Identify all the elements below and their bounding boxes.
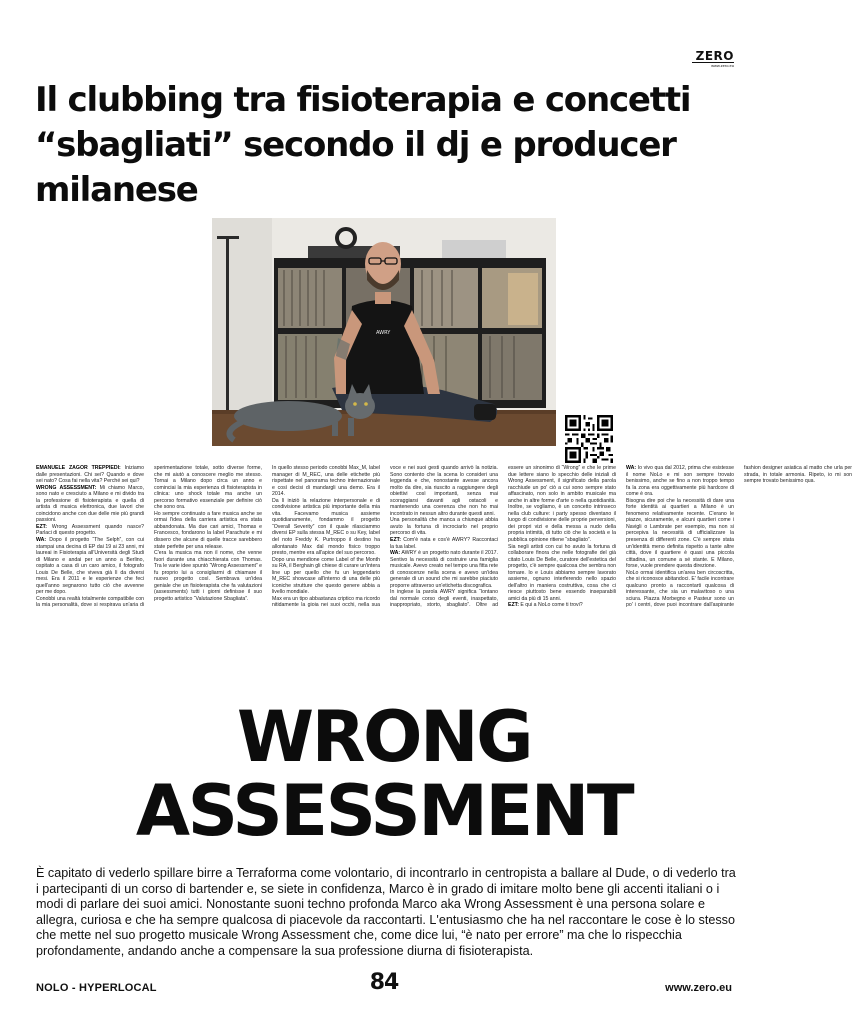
article-paragraph [390,550,498,589]
paragraph-text: Dopo il progetto “The Selph”, con cui stampai una decina di EP dai 19 ai 23 anni, mi laureai in Fisioterapia all'Università degli Studi di Milano e andai per un anno a Berlino, ospitato a casa di un caro amico, il fotografo Louis De Belle, che viveva già lì da diversi mesi. Era il 2011 e le esperienze che feci quell'anno segnarono tutto ciò che avvenne per me dopo. [36,537,144,596]
article-paragraph: Sia negli artisti con cui ho avuto la fortuna di collaborare finora che nelle fotografie del già citato Louis De Belle, curatore dell'estetica del progetto, c'è sempre qualcosa che sembra non tornare. Io e Louis abbiamo sempre lavorato assieme, ognuno interferendo nello spazio dell'altro in maniera costruttiva, cosa che ci riesce piuttosto bene essendo inseparabili amici da più di 15 anni. [508,543,616,602]
article-body [36,465,852,615]
page-number: 84 [369,970,399,995]
paragraph-text: Wrong Assessment quando nasce? Parlaci di questo progetto. [36,523,144,537]
logo-url: www.zero.eu [711,63,734,68]
speaker-label: WRONG ASSESSMENT: [36,484,97,491]
article-paragraph: C'era la musica ma non il nome, che venne fuori durante una chiacchierata con Thomas. Tra le varie idee spuntò “Wrong Assessment” e fu proprio lui a consigliarmi di chiamare il nuovo progetto così. Sembrava un'idea geniale che un fisioterapista che fa valutazioni (assessments) tutti i giorni definisse il suo progetto artistico “Valutazione Sbagliata”. [154,550,262,602]
logo-wordmark: ZERO [692,50,734,63]
article-paragraph [508,602,616,609]
intro-paragraph: È capitato di vederlo spillare birre a Terraforma come volontario, di incontrarlo in centropista a ballare al Dude, o di vederlo tra i partecipanti di un corso di bartender e, se siete in confidenza, Marco è in grado di imitare molto bene gli accenti italiani o i modi di parlare dei suoi amici. Nonostante suoni techno profonda Marco aka Wrong Assessment è una persona solare e allegra, curiosa e che ha sempre qualcosa di piacevole da raccontarti. L'entusiasmo che ha nel raccontare le cose è lo stesso che mette nel suo progetto musicale Wrong Assessment che, come dice lui, “è nato per errore” ma che lo rispecchia profondamente, andando anche a compensare la sua professione diurna di fisioterapista. [36,866,736,958]
shirt-text: AWRY [376,330,391,336]
article-paragraph [390,537,498,550]
paragraph-text: Mi chiamo Marco, sono nato e cresciuto a Milano e mi divido tra la professione di fisioterapista e quella di artista di musica elettronica, due lavori che coincidono anche con due delle mie più grandi passioni. [36,484,144,524]
feature-title-line1: WRONG [236,696,532,778]
speaker-label: EMANUELE ZAGOR TREPPIEDI: [36,465,121,471]
article-paragraph: Ho sempre continuato a fare musica anche se ormai l'idea della carriera artistica era stata abbandonata. Ma due cari amici, Thomas e Francesco, fondarono la label Parachute e mi dissero che alcune di quelle tracce sarebbero state perfette per una release. [154,510,262,550]
speaker-label: WA: [36,537,47,544]
article-paragraph [36,465,144,485]
speaker-label: EZT: [36,523,47,530]
paragraph-text: Io vivo qua dal 2012, prima che esistesse il nome NoLo e mi son sempre trovato benissimo, anche se fino a non troppo tempo fa la zona era oggettivamente più hardcore di come è ora. [626,465,734,498]
speaker-label: WA: [390,550,401,557]
qr-code[interactable] [565,415,613,463]
speaker-label: EZT: [390,537,401,544]
photo-illustration [212,218,556,446]
speaker-label: WA: [626,465,637,471]
article-paragraph: Bisogna dire poi che la necessità di dare una forte identità ai quartieri a Milano è un fenomeno relativamente recente. C'erano le piazze, sicuramente, e alcuni quartieri come i Navigli o Lambrate per esempio, ma non si percepiva la necessità di ufficializzare la presenza di differenti zone. C'è sempre stata un'identità meno definita rispetto a tante altre città, dove il quartiere è quasi una piccola cittadina, un comune a sé stante. E Milano, forse, vuole prendere questa direzione. [626,497,734,570]
website-link[interactable]: www.zero.eu [665,982,732,994]
paragraph-text: AWRY è un progetto nato durante il 2017. Sentivo la necessità di costruire una famiglia musicale. Avevo creato nel tempo una fitta rete di conoscenze nella scena e avevo un'idea generale di un sound che mi sarebbe piaciuto proporre attraverso un'etichetta discografica. [390,550,499,589]
paragraph-text: E qui a NoLo come ti trovi? [520,602,583,609]
artist-photo [212,218,556,446]
article-paragraph: In inglese la parola AWRY significa “lontano dal normale corso degli eventi, inaspettato, inappropriato, storto, sbagliato”. Oltre ad essere un sinonimo di “Wrong” e che le prime due lettere siano lo specchio delle iniziali di Wrong Assessment, il significato della parola racchiude un po' ciò a cui sono sempre stato affascinato, non solo in ambito musicale ma anche in altre forme d'arte o nella quotidianità. Inoltre, se vogliamo, è un concetto intrinseco nella club culture: i party spesso diventano il luogo di condivisione delle proprie perversioni, dei propri vizi e della messa a nudo della propria intimità, di tutto ciò che la società e la pubblica opinione ritiene “sbagliato”. [390,465,616,609]
article-paragraph [36,537,144,596]
zero-logo [692,50,734,69]
article-paragraph [36,485,144,524]
section-label: NOLO - HYPERLOCAL [36,982,157,994]
article-paragraph: In quello stesso periodo conobbi Max_M, label manager di M_REC, una delle etichette più rispettate nel panorama techno internazionale e così decisi di mandargli una demo. Era il 2014. [272,465,380,498]
feature-title-line2: ASSESSMENT [135,770,633,852]
article-paragraph: Dopo una mendione come Label of the Month su RA, il Berghain gli chiese di curare un'intera line up per quello che fu un leggendario M_REC showcase all'interno di una delle più iconiche strutture che questo genere abbia a livello mondiale. [272,556,380,596]
paragraph-text: Com'è nata e cos'è AWRY? Raccontaci la tua label. [390,537,498,550]
article-paragraph: Max era un tipo abbastanza criptico ma ricordo nitidamente la gioia nei suoi occhi, nella sua voce e nei suoi gesti quando arrivò la notizia. Sono contento che la scena lo consideri una leggenda e che, nonostante avesse ancora molto da dire, sia riuscito a raggiungere degli obiettivi così importanti, senza mai scoraggiarsi davanti agli ostacoli e mantenendo una coerenza che non ho mai incontrato in nessun altro durante questi anni. [272,465,498,609]
headline: Il clubbing tra fisioterapia e concetti “sbagliati” secondo il dj e producer milanese [35,80,691,210]
article-paragraph: Da lì iniziò la relazione interpersonale e di condivisione artistica più importante della mia vita. Facevamo musica assieme quotidianamente, fondammo il progetto “Overall Severity” con il quale rilasciammo diversi EP sulla stessa M_REC o su Key, label del noto Freddy K. Purtroppo il destino ha allontanato Max dal mondo fisico troppo presto, mentre era all'apice del suo percorso. [272,497,380,557]
article-paragraph [626,465,734,498]
paragraph-text: Iniziamo dalle presentazioni. Chi sei? Quando e dove sei nato? Cosa fai nella vita? Perché sei qui? [36,465,144,485]
article-paragraph: Una personalità che manca a chiunque abbia avuto la fortuna di incrociarlo nel proprio percorso di vita. [390,517,498,537]
article-paragraph [36,524,144,537]
article-paragraph: NoLo ormai identifica un'area ben circoscritta, che si riconosce abitandoci. E' facile incontrare qualcuno pronto a raccontarti qualcosa di interessante, che sia un malavitoso o una sciura. Piazza Morbegno e Pasteur sono un po' i centri, dove puoi incontrare dall'aspirante fashion designer asiatica al matto che urla per strada, in totale armonia. Ripeto, io mi son sempre trovato benissimo qua. [626,465,852,609]
qr-code-graphic [565,415,613,463]
speaker-label: EZT: [508,602,519,609]
feature-title [0,696,768,852]
article-paragraph: Conobbi una realtà totalmente compatibile con la mia personalità, dove si respirava un'aria di sperimentazione totale, sotto diverse forme, che mi aiutò a conoscere meglio me stesso. Tornai a Milano dopo circa un anno e cominciai la mia esperienza di fisioterapista in clinica: uno shock totale ma anche un percorso formativo essenziale per definire ciò che sono ora. [36,465,262,609]
